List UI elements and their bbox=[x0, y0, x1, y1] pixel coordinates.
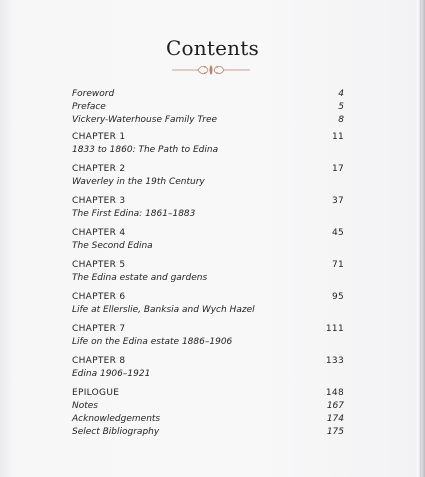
toc-page-number: 167 bbox=[326, 401, 344, 411]
toc-label: Notes bbox=[72, 401, 98, 411]
toc-entry-chapter-3 bbox=[72, 194, 344, 208]
toc-entry-preface bbox=[72, 100, 344, 114]
toc-label: Foreword bbox=[72, 89, 115, 99]
page-edge bbox=[417, 0, 425, 477]
toc-entry-family-tree bbox=[72, 113, 344, 127]
toc-entry-acknowledgements bbox=[72, 412, 344, 426]
toc-entry-chapter-8 bbox=[72, 354, 344, 368]
toc-entry-chapter-7-title bbox=[72, 335, 344, 349]
toc-label: EPILOGUE bbox=[72, 388, 120, 398]
toc-entry-chapter-3-title bbox=[72, 207, 344, 221]
toc-label: CHAPTER 1 bbox=[72, 132, 126, 142]
toc-label: CHAPTER 4 bbox=[72, 228, 126, 238]
toc-page-number: 175 bbox=[326, 427, 344, 437]
toc-entry-bibliography bbox=[72, 425, 344, 439]
toc-label: 1833 to 1860: The Path to Edina bbox=[72, 145, 219, 155]
toc-entry-chapter-2-title bbox=[72, 175, 344, 189]
toc-label: Preface bbox=[72, 102, 106, 112]
toc-entry-chapter-6 bbox=[72, 290, 344, 304]
toc-entry-foreword bbox=[72, 87, 344, 101]
toc-page-number: 4 bbox=[338, 89, 344, 99]
toc-entry-chapter-6-title bbox=[72, 303, 344, 317]
toc-label: CHAPTER 7 bbox=[72, 324, 126, 334]
floral-ornament-icon bbox=[170, 63, 252, 77]
toc-entry-chapter-5 bbox=[72, 258, 344, 272]
toc-page-number: 174 bbox=[326, 414, 344, 424]
toc-label: CHAPTER 6 bbox=[72, 292, 126, 302]
toc-entry-chapter-1 bbox=[72, 130, 344, 144]
toc-label: CHAPTER 2 bbox=[72, 164, 126, 174]
toc-entry-chapter-5-title bbox=[72, 271, 344, 285]
toc-page-number: 133 bbox=[325, 356, 344, 366]
toc-page-number: 8 bbox=[338, 115, 344, 125]
toc-label: The First Edina: 1861–1883 bbox=[72, 209, 196, 219]
toc-entry-chapter-1-title bbox=[72, 143, 344, 157]
toc-page-number: 148 bbox=[325, 388, 344, 398]
toc-page-number: 71 bbox=[331, 260, 344, 270]
toc-label: CHAPTER 5 bbox=[72, 260, 126, 270]
toc-entry-chapter-2 bbox=[72, 162, 344, 176]
page-title: Contents bbox=[166, 36, 259, 60]
toc-label: Life on the Edina estate 1886–1906 bbox=[72, 337, 233, 347]
page-edge-line bbox=[420, 0, 421, 477]
toc-label: CHAPTER 3 bbox=[72, 196, 126, 206]
toc-label: Edina 1906–1921 bbox=[72, 369, 151, 379]
toc-label: Vickery-Waterhouse Family Tree bbox=[72, 115, 218, 125]
toc-page-number: 111 bbox=[325, 324, 344, 334]
toc-label: Waverley in the 19th Century bbox=[72, 177, 205, 187]
toc-label: Acknowledgements bbox=[72, 414, 161, 424]
toc-entry-chapter-8-title bbox=[72, 367, 344, 381]
toc-page-number: 5 bbox=[338, 102, 344, 112]
toc-label: The Edina estate and gardens bbox=[72, 273, 208, 283]
toc-page-number: 95 bbox=[331, 292, 344, 302]
toc-entry-notes bbox=[72, 399, 344, 413]
toc-page-number: 17 bbox=[331, 164, 344, 174]
toc-label: Life at Ellerslie, Banksia and Wych Hazel bbox=[72, 305, 255, 315]
toc-page-number: 37 bbox=[331, 196, 344, 206]
toc-page-number: 11 bbox=[331, 132, 344, 142]
toc-entry-chapter-7 bbox=[72, 322, 344, 336]
toc-label: CHAPTER 8 bbox=[72, 356, 126, 366]
toc-entry-chapter-4-title bbox=[72, 239, 344, 253]
toc-label: The Second Edina bbox=[72, 241, 153, 251]
toc-entry-epilogue bbox=[72, 386, 344, 400]
toc-label: Select Bibliography bbox=[72, 427, 160, 437]
toc-entry-chapter-4 bbox=[72, 226, 344, 240]
toc-page-number: 45 bbox=[331, 228, 344, 238]
